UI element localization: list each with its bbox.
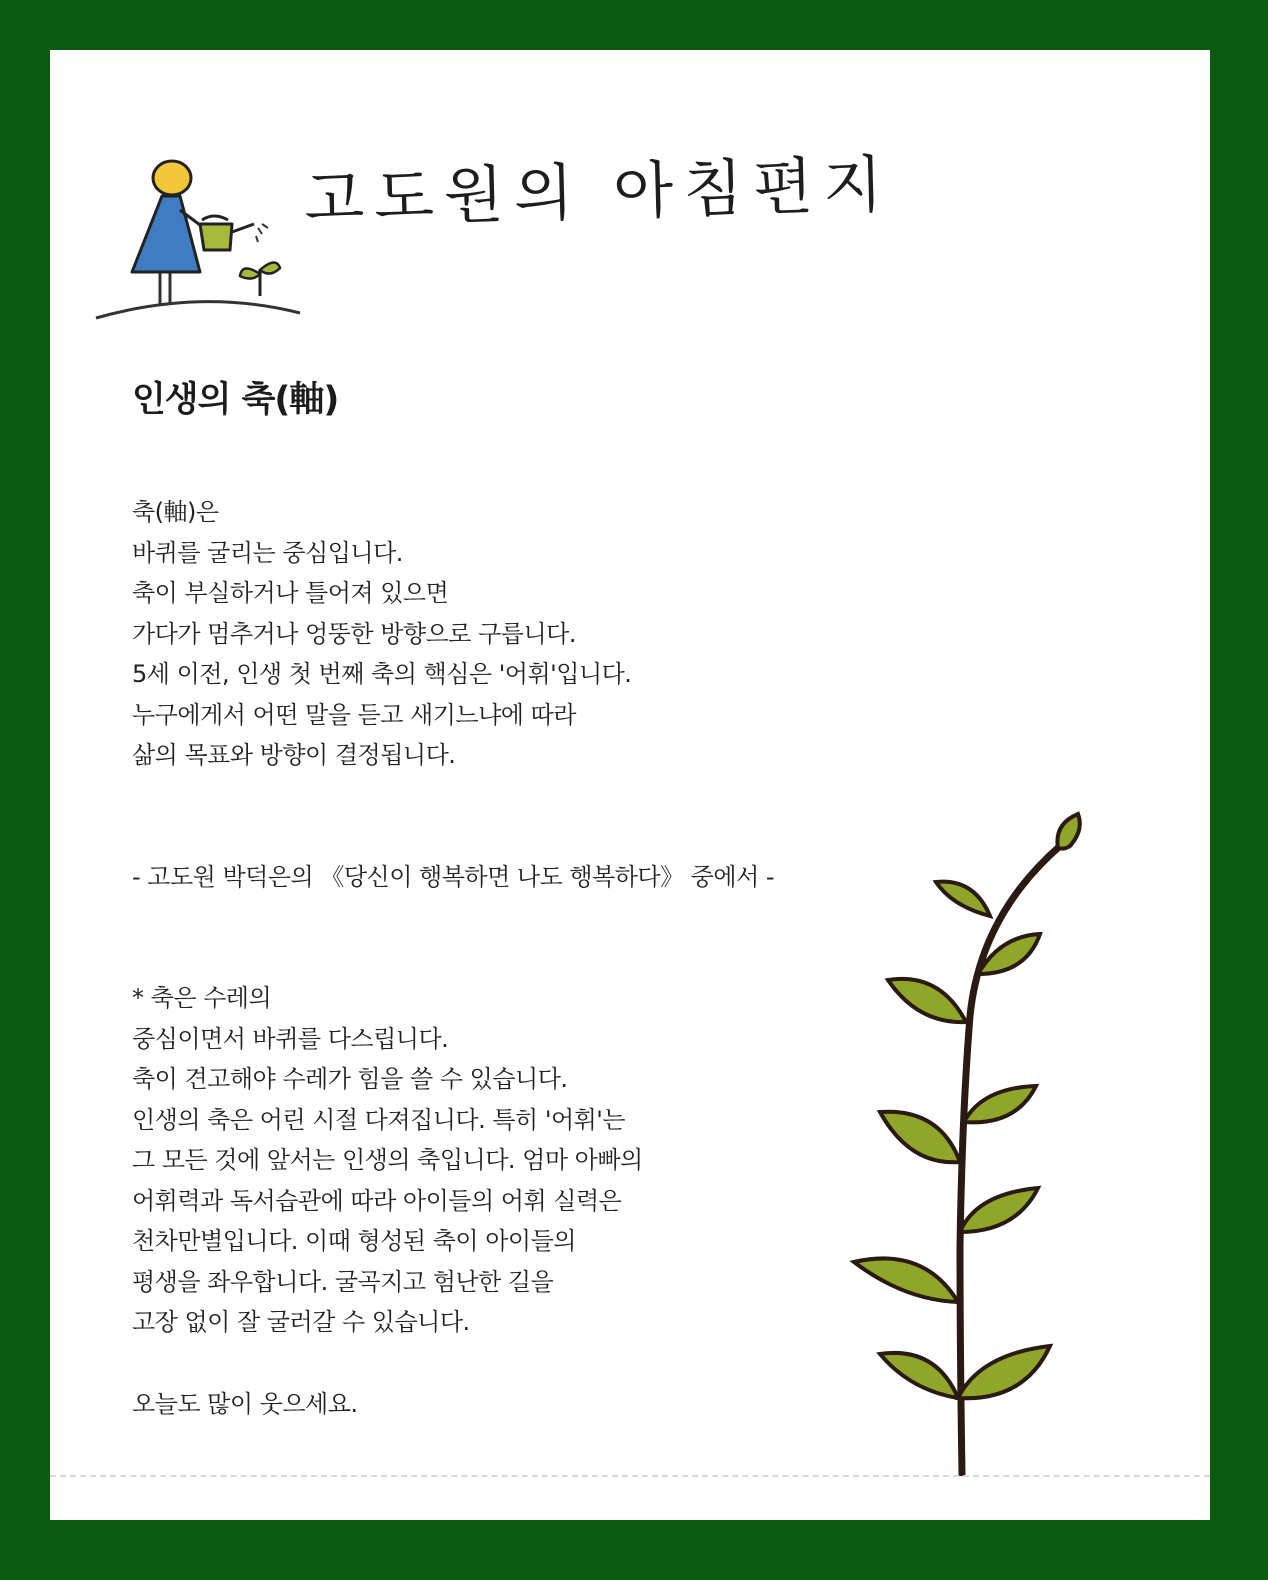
comment-line: 축이 견고해야 수레가 힘을 쓸 수 있습니다. xyxy=(132,1065,568,1093)
gardener-logo-icon xyxy=(92,128,317,328)
source-citation: - 고도원 박덕은의 《당신이 행복하면 나도 행복하다》 중에서 - xyxy=(132,862,775,891)
quote-line: 5세 이전, 인생 첫 번째 축의 핵심은 '어휘'입니다. xyxy=(132,660,632,688)
letter-page xyxy=(50,50,1210,1520)
closing-line: 오늘도 많이 웃으세요. xyxy=(132,1389,358,1418)
article-title: 인생의 축(軸) xyxy=(132,380,339,420)
comment-line: * 축은 수레의 xyxy=(132,984,272,1012)
spacer xyxy=(132,776,832,857)
article-body xyxy=(132,492,832,1424)
footer-divider xyxy=(50,1475,1210,1477)
quote-line: 바퀴를 굴리는 중심입니다. xyxy=(132,538,403,567)
comment-line: 어휘력과 독서습관에 따라 아이들의 어휘 실력은 xyxy=(132,1186,622,1215)
spacer xyxy=(132,1343,832,1384)
brand-title: 고도원의 아침편지 xyxy=(303,147,894,236)
quote-line: 축(軸)은 xyxy=(132,498,219,526)
comment-line: 인생의 축은 어린 시절 다져집니다. 특히 '어휘'는 xyxy=(132,1105,626,1134)
quote-line: 누구에게서 어떤 말을 듣고 새기느냐에 따라 xyxy=(132,700,576,729)
comment-line: 천차만별입니다. 이때 형성된 축이 아이들의 xyxy=(132,1227,576,1255)
comment-line: 중심이면서 바퀴를 다스립니다. xyxy=(132,1024,449,1053)
quote-line: 가다가 멈추거나 엉뚱한 방향으로 구릅니다. xyxy=(132,619,576,648)
comment-line: 고장 없이 잘 굴러갈 수 있습니다. xyxy=(132,1308,470,1336)
quote-line: 삶의 목표와 방향이 결정됩니다. xyxy=(132,741,456,769)
sprout-plant-icon xyxy=(840,786,1085,1476)
spacer xyxy=(132,897,832,978)
comment-line: 그 모든 것에 앞서는 인생의 축입니다. 엄마 아빠의 xyxy=(132,1146,643,1174)
quote-line: 축이 부실하거나 틀어져 있으면 xyxy=(132,579,449,607)
comment-line: 평생을 좌우합니다. 굴곡지고 험난한 길을 xyxy=(132,1267,554,1296)
